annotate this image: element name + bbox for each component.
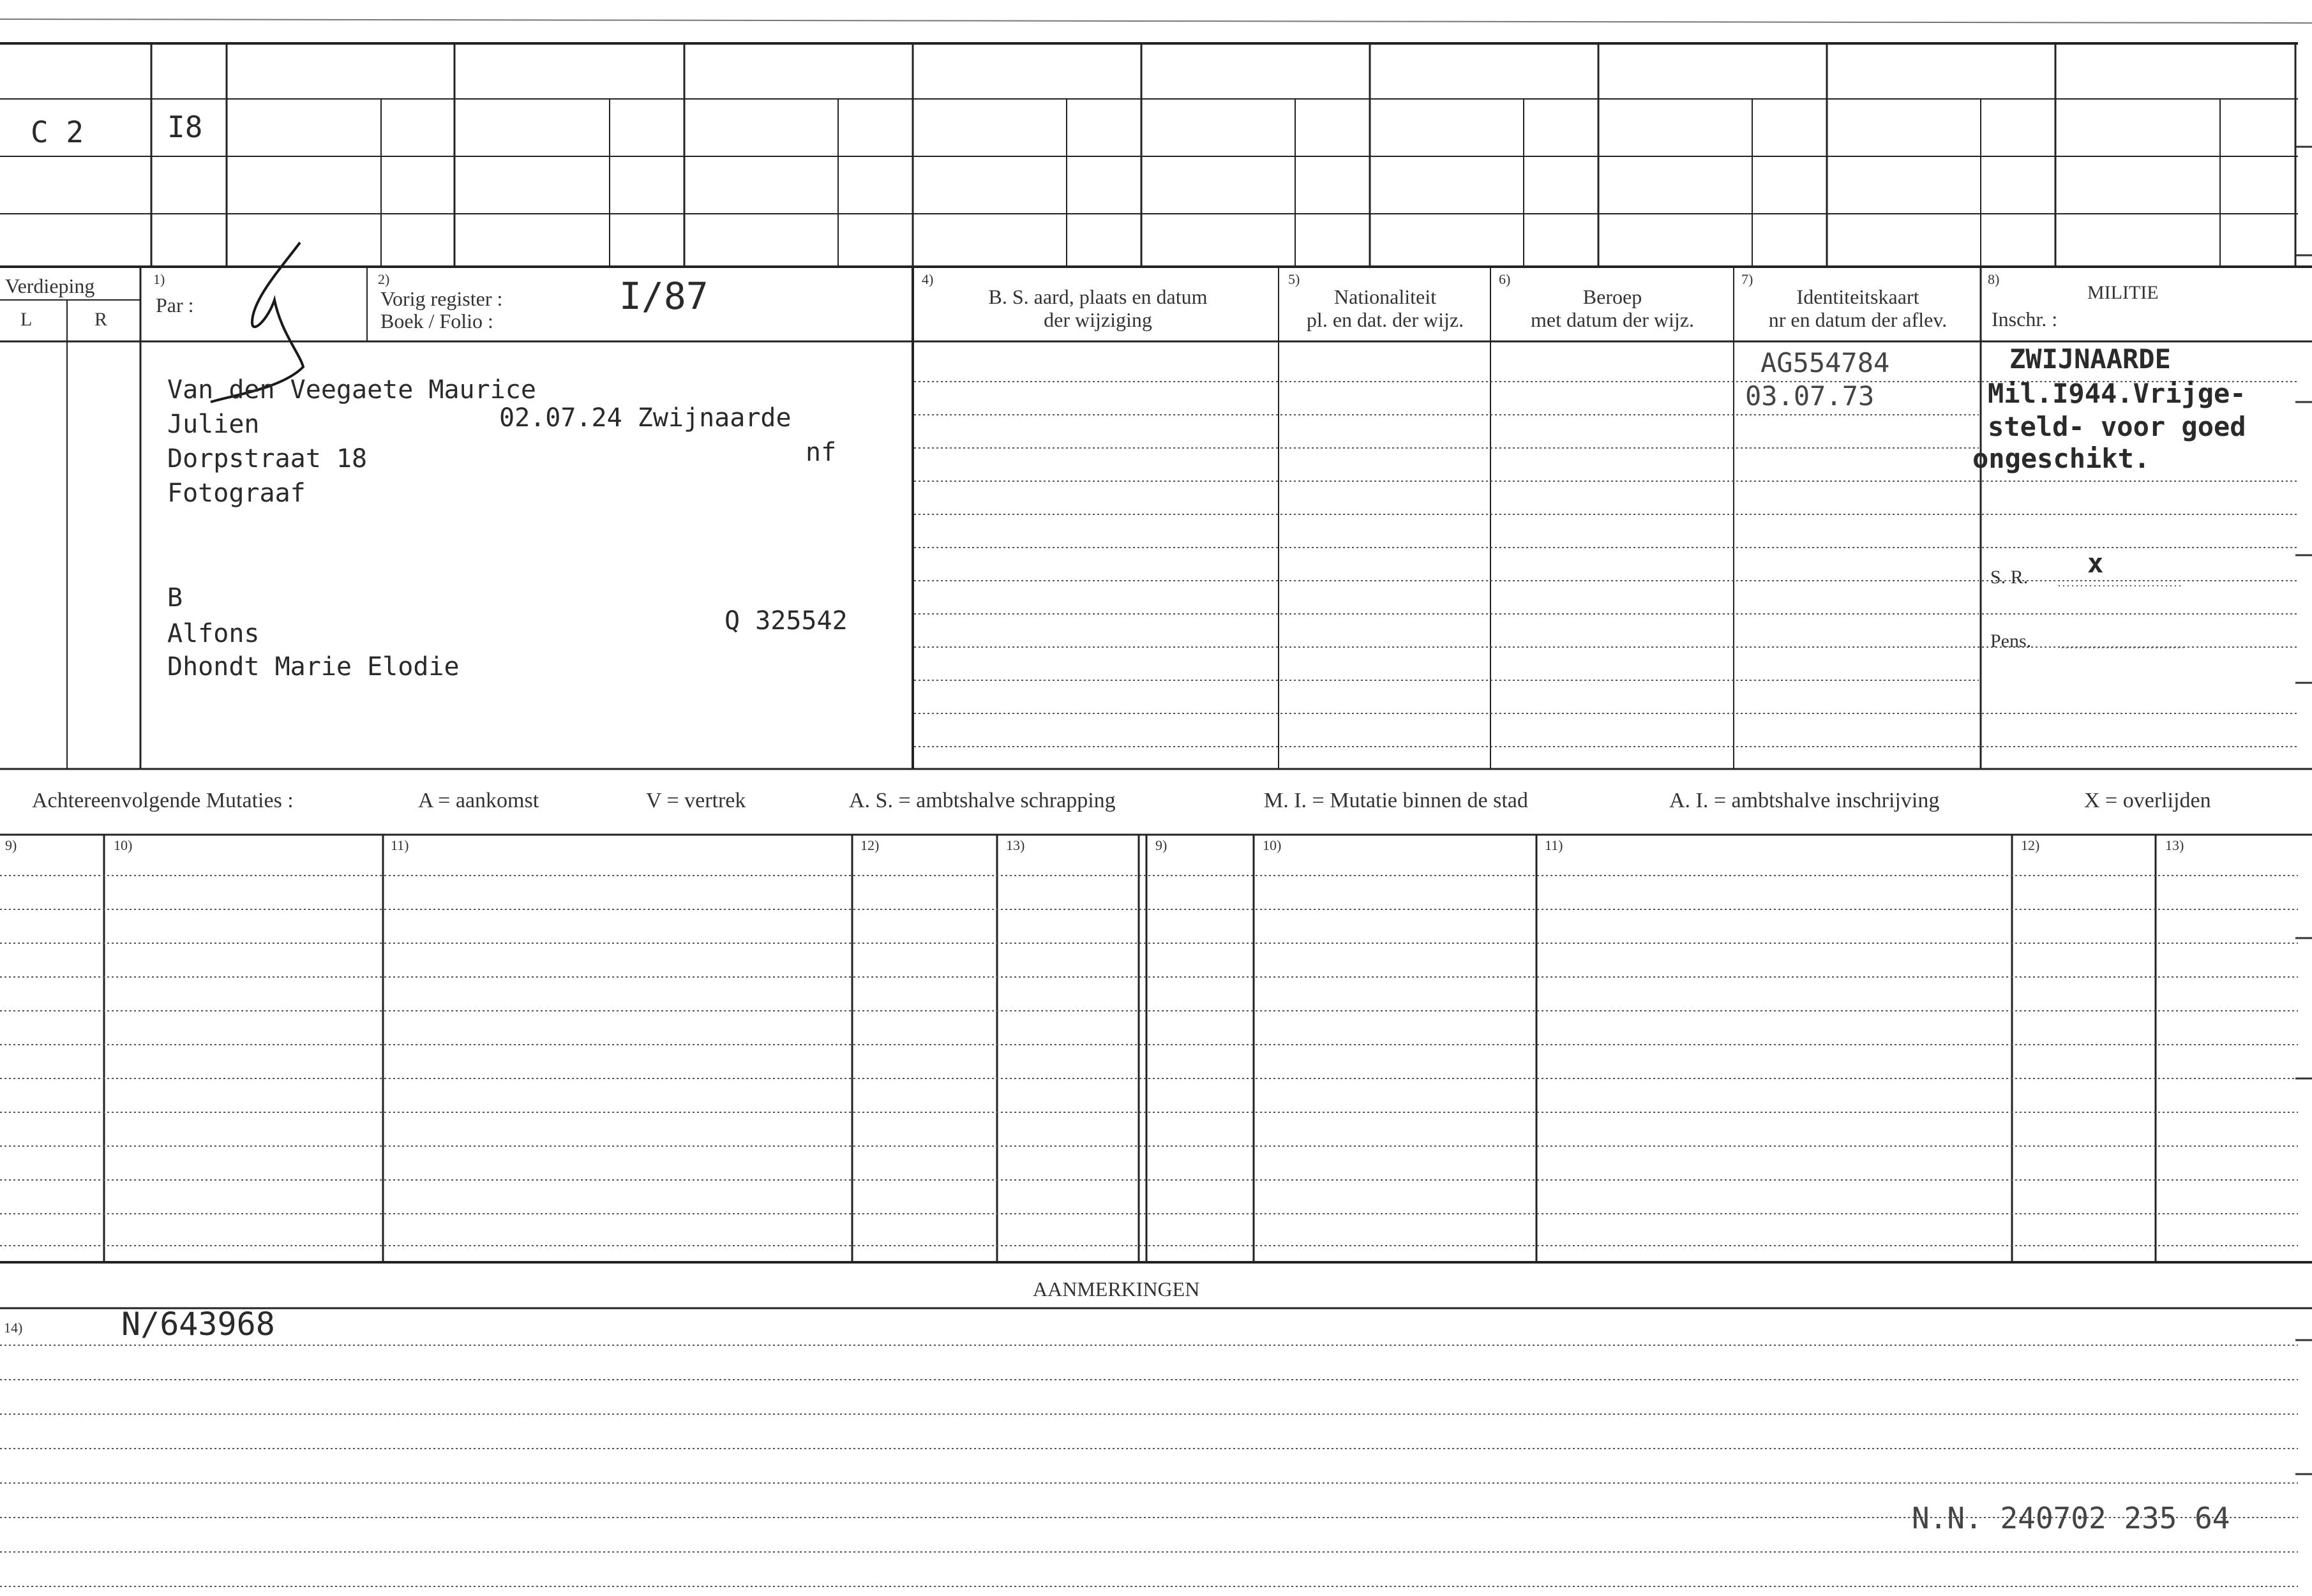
nat-line2: pl. en dat. der wijz. <box>1306 308 1464 331</box>
militie-num: 8) <box>1988 271 2000 287</box>
legend-mi: M. I. = Mutatie binnen de stad <box>1264 789 1528 812</box>
nat-line1: Nationaliteit <box>1334 285 1436 308</box>
militie-line2: Mil.I944.Vrijge- <box>1988 378 2246 409</box>
legend-as: A. S. = ambtshalve schrapping <box>849 789 1116 812</box>
person-address: Dorpstraat 18 <box>167 444 368 474</box>
mut-left-col-13: 13) <box>1006 837 1025 853</box>
militie-pens: Pens. <box>1990 630 2032 652</box>
mut-left-col-11: 11) <box>391 837 409 853</box>
legend-x: X = overlijden <box>2084 789 2211 812</box>
person-name: Van den Veegaete Maurice <box>167 375 536 405</box>
militie-sr-mark: x <box>2087 548 2104 579</box>
national-number: N.N. 240702 235 64 <box>1912 1501 2230 1535</box>
person-nf: nf <box>806 438 837 467</box>
mut-right-col-13: 13) <box>2165 837 2184 853</box>
id-line2: nr en datum der aflev. <box>1768 308 1948 331</box>
militie-line3: steld- voor goed <box>1988 411 2246 442</box>
margin-ticks <box>2295 147 2312 1474</box>
militie-place: ZWIJNAARDE <box>2009 343 2171 375</box>
mut-right-col-9: 9) <box>1155 837 1167 853</box>
legend-a: A = aankomst <box>418 789 539 812</box>
vorig-line2: Boek / Folio : <box>380 310 493 332</box>
mut-right-col-11: 11) <box>1545 837 1563 853</box>
beroep-num: 6) <box>1499 271 1511 287</box>
top-code-1: C 2 <box>31 115 84 149</box>
vorig-value: I/87 <box>619 274 709 318</box>
legend-ai: A. I. = ambtshalve inschrijving <box>1669 789 1940 812</box>
id-num: 7) <box>1741 271 1753 287</box>
remarks-title: AANMERKINGEN <box>1033 1278 1200 1301</box>
person-mother: Dhondt Marie Elodie <box>167 652 460 682</box>
verdieping-label: Verdieping <box>5 274 95 297</box>
person-q-number: Q 325542 <box>724 606 848 636</box>
vorig-line1: Vorig register : <box>380 287 503 310</box>
id-header <box>1735 285 1981 331</box>
top-code-2: I8 <box>167 110 203 144</box>
beroep-line1: Beroep <box>1582 285 1642 308</box>
vorig-num: 2) <box>378 271 390 287</box>
remarks-value: N/643968 <box>121 1306 275 1343</box>
person-firstname: Julien <box>167 410 260 439</box>
person-b: B <box>167 583 183 613</box>
id-line1: Identiteitskaart <box>1796 285 1919 308</box>
mut-left-col-10: 10) <box>114 837 133 853</box>
nat-header <box>1280 285 1490 331</box>
id-card-number: AG554784 <box>1760 347 1890 378</box>
person-father: Alfons <box>167 619 260 648</box>
bs-header <box>916 285 1280 331</box>
verdieping-l: L <box>20 309 33 330</box>
mut-left-col-12: 12) <box>860 837 880 853</box>
par-label: Par : <box>156 294 194 317</box>
mut-left-col-9: 9) <box>5 837 17 853</box>
person-birth: 02.07.24 Zwijnaarde <box>499 403 792 433</box>
bs-num: 4) <box>922 271 934 287</box>
militie-title: MILITIE <box>2087 282 2159 303</box>
nat-num: 5) <box>1288 271 1300 287</box>
bs-line1: B. S. aard, plaats en datum <box>988 285 1208 308</box>
legend-v: V = vertrek <box>646 789 746 812</box>
dotted-rows-remarks <box>0 1345 2298 1586</box>
militie-inschr: Inschr. : <box>1992 308 2058 331</box>
militie-sr: S. R. <box>1990 567 2029 588</box>
mut-right-col-12: 12) <box>2021 837 2040 853</box>
mut-right-col-10: 10) <box>1263 837 1282 853</box>
person-profession: Fotograaf <box>167 479 306 508</box>
legend-title: Achtereenvolgende Mutaties : <box>32 789 294 812</box>
id-card-date: 03.07.73 <box>1745 380 1875 412</box>
beroep-line2: met datum der wijz. <box>1531 308 1694 331</box>
verdieping-r: R <box>94 309 108 330</box>
dotted-rows-mutations <box>0 876 2298 1246</box>
bs-line2: der wijziging <box>1044 308 1152 331</box>
par-num: 1) <box>153 271 165 287</box>
beroep-header <box>1492 285 1733 331</box>
militie-line4: ongeschikt. <box>1972 443 2151 474</box>
remarks-num: 14) <box>4 1320 23 1336</box>
